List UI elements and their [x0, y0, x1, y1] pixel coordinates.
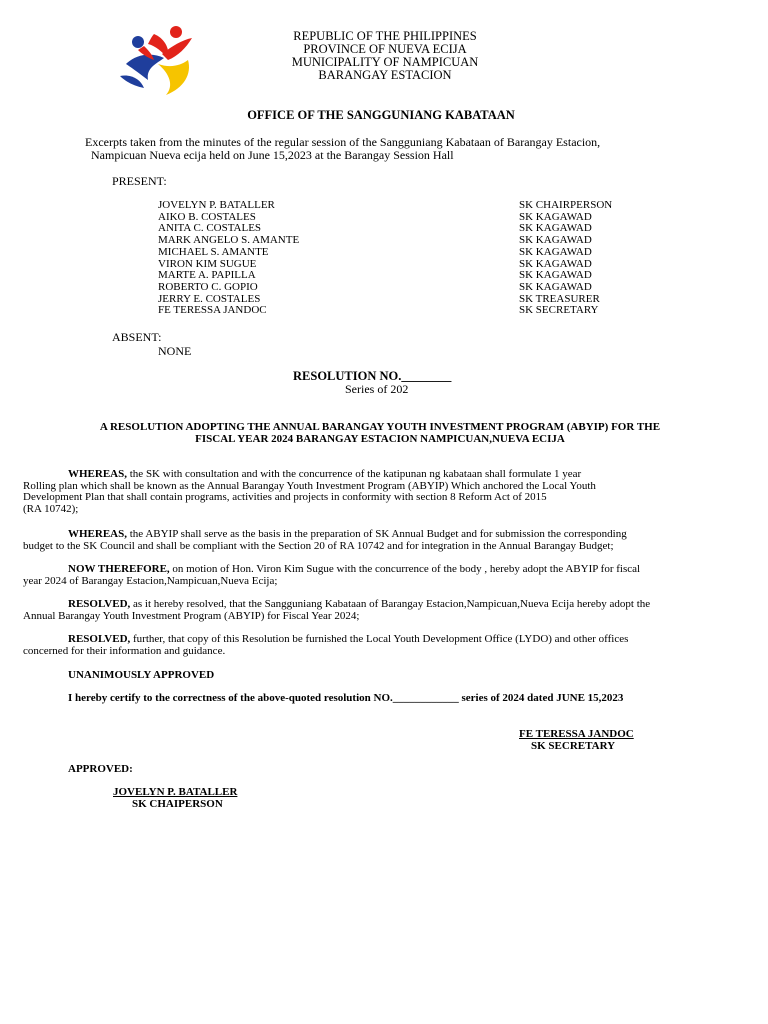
- whereas-paragraph-2: [23, 529, 743, 552]
- paragraph-text: the SK with consultation and with the concurrence of the katipunan ng kabataan shall formulate 1 year: [127, 468, 582, 480]
- member-name: JERRY E. COSTALES: [158, 292, 261, 305]
- member-position: SK KAGAWAD: [519, 269, 592, 282]
- resolution-number: RESOLUTION NO.________: [293, 369, 452, 383]
- excerpt-paragraph: [85, 136, 705, 162]
- paragraph-lead: RESOLVED,: [68, 598, 131, 610]
- excerpt-line: Excerpts taken from the minutes of the regular session of the Sangguniang Kabataan of Barangay Estacion,: [85, 135, 601, 149]
- header-line: PROVINCE OF NUEVA ECIJA: [303, 42, 467, 56]
- now-therefore-paragraph: [23, 564, 743, 587]
- paragraph-text: further, that copy of this Resolution be furnished the Local Youth Development Office (LYDO) and other offices: [130, 633, 629, 645]
- paragraph-text: the ABYIP shall serve as the basis in the preparation of SK Annual Budget and for submission the corresponding: [127, 528, 627, 540]
- paragraph-lead: RESOLVED,: [68, 633, 131, 645]
- paragraph-text: budget to the SK Council and shall be compliant with the Section 20 of RA 10742 and for integration in the Annual Barangay Budget;: [23, 539, 614, 552]
- paragraph-text: Annual Barangay Youth Investment Program (ABYIP) for Fiscal Year 2024;: [23, 609, 360, 622]
- paragraph-lead: WHEREAS,: [68, 468, 127, 480]
- paragraph-text: Development Plan that shall contain programs, activities and projects in conformity with section 8 Reform Act of 2015: [23, 491, 547, 503]
- member-position: SK TREASURER: [519, 292, 600, 305]
- resolution-series: Series of 202: [345, 382, 409, 396]
- chairperson-name: JOVELYN P. BATALLER: [113, 786, 238, 798]
- letterhead: [0, 30, 768, 82]
- absent-label: ABSENT:: [112, 330, 162, 344]
- paragraph-text: as it hereby resolved, that the Sangguniang Kabataan of Barangay Estacion,Nampicuan,Nueva Ecija hereby adopt the: [130, 598, 651, 610]
- whereas-paragraph-1: [23, 469, 743, 515]
- member-name: AIKO B. COSTALES: [158, 210, 256, 223]
- member-position: SK KAGAWAD: [519, 257, 592, 270]
- header-line: BARANGAY ESTACION: [318, 68, 452, 82]
- paragraph-lead: NOW THEREFORE,: [68, 563, 170, 575]
- member-position: SK KAGAWAD: [519, 245, 592, 258]
- unanimously-approved: UNANIMOUSLY APPROVED: [68, 669, 215, 681]
- member-name: FE TERESSA JANDOC: [158, 304, 267, 317]
- header-line: MUNICIPALITY OF NAMPICUAN: [291, 55, 479, 69]
- paragraph-lead: WHEREAS,: [68, 528, 127, 540]
- secretary-title: SK SECRETARY: [531, 740, 616, 752]
- paragraph-text: on motion of Hon. Viron Kim Sugue with the concurrence of the body , hereby adopt the ABYIP for fiscal: [169, 563, 641, 575]
- member-name: ROBERTO C. GOPIO: [158, 280, 258, 293]
- paragraph-text: Rolling plan which shall be known as the Annual Barangay Youth Investment Program (ABYIP) Which anchored the Local Youth: [23, 479, 596, 492]
- certification-statement: I hereby certify to the correctness of the above-quoted resolution NO.____________ series of 2024 dated JUNE 15,2023: [68, 692, 624, 704]
- member-name: ANITA C. COSTALES: [158, 222, 262, 235]
- excerpt-line: Nampicuan Nueva ecija held on June 15,2023 at the Barangay Session Hall: [91, 148, 454, 162]
- approved-label: APPROVED:: [68, 763, 133, 775]
- paragraph-text: (RA 10742);: [23, 502, 79, 515]
- member-position: SK KAGAWAD: [519, 210, 592, 223]
- member-name: MARTE A. PAPILLA: [158, 269, 256, 282]
- secretary-signature-block: [519, 728, 634, 752]
- absent-value: NONE: [158, 344, 192, 358]
- member-positions-list: [519, 200, 612, 317]
- member-position: SK KAGAWAD: [519, 222, 592, 235]
- member-position: SK KAGAWAD: [519, 234, 592, 247]
- chairperson-title: SK CHAIPERSON: [132, 798, 223, 810]
- member-name: MARK ANGELO S. AMANTE: [158, 234, 300, 247]
- member-name: VIRON KIM SUGUE: [158, 257, 257, 270]
- paragraph-text: concerned for their information and guidance.: [23, 644, 226, 657]
- resolution-title: [40, 421, 720, 445]
- resolved-paragraph-1: [23, 599, 743, 622]
- resolution-title-line: FISCAL YEAR 2024 BARANGAY ESTACION NAMPICUAN,NUEVA ECIJA: [195, 433, 565, 445]
- office-title: OFFICE OF THE SANGGUNIANG KABATAAN: [247, 108, 515, 122]
- header-line: REPUBLIC OF THE PHILIPPINES: [293, 29, 477, 43]
- resolved-paragraph-2: [23, 634, 743, 657]
- member-position: SK CHAIRPERSON: [519, 199, 613, 211]
- present-label: PRESENT:: [112, 174, 167, 188]
- member-name: MICHAEL S. AMANTE: [158, 245, 269, 258]
- member-position: SK SECRETARY: [519, 304, 599, 317]
- chairperson-signature-block: [113, 786, 237, 810]
- resolution-title-line: A RESOLUTION ADOPTING THE ANNUAL BARANGAY YOUTH INVESTMENT PROGRAM (ABYIP) FOR THE: [99, 421, 661, 433]
- member-names-list: [158, 200, 299, 317]
- member-position: SK KAGAWAD: [519, 280, 592, 293]
- member-name: JOVELYN P. BATALLER: [158, 199, 275, 211]
- paragraph-text: year 2024 of Barangay Estacion,Nampicuan,Nueva Ecija;: [23, 574, 278, 587]
- secretary-name: FE TERESSA JANDOC: [519, 728, 634, 740]
